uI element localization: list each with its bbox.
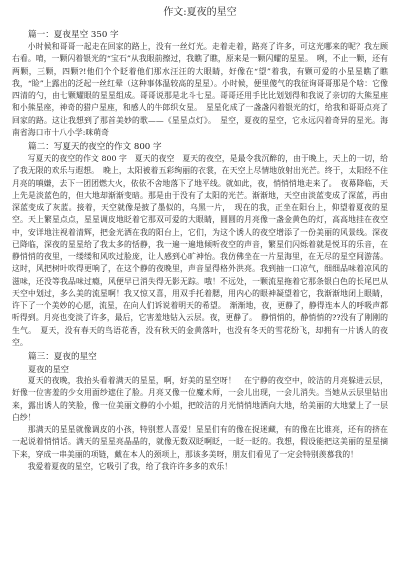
section-heading: 篇三：夏夜的星空 (28, 352, 97, 362)
section-heading: 篇一：夏夜星空 350 字 (28, 30, 119, 40)
section-paragraph: 夏天的夜晚，我抬头看着满天的星星，啊，好美的星空呀！ 在宁静的夜空中，皎洁的月亮躲进云层，好像一位害羞的少女用面纱遮住了脸。月亮又像一位魔术师，一会儿出现，一会儿消失。当她从云层里钻出来，露出诱人的笑脸，像一位美丽文静的小小姐，把皎洁的月光悄悄地洒向大地，给美丽的大地蒙上了一层白纱！ (12, 376, 388, 422)
essay-subtitle: 夏夜的星空 (28, 364, 69, 374)
section-paragraph: 我爱着夏夜的星空，它吸引了我，给了我许许多多的欢乐！ (27, 461, 233, 471)
section-paragraph: 那满天的星星就像调皮的小孩，特别惹人喜爱！星星们有的像在捉迷藏，有的像在比谁亮，还有的挤在一起说着悄悄话。满天的星星亮晶晶的，就像无数双眨啊眨，一眨一眨的。我想，假设能把这美丽的星星摘下来，穿成一串美丽的项链，戴在本人的颈项上，那该多美呀，朋友们看见了一定会特别羡慕我的！ (12, 425, 388, 459)
section-1 (12, 29, 388, 139)
document-title: 作文:夏夜的星空 (163, 7, 237, 18)
section-paragraph: 小时候和哥哥一起走在回家的路上，没有一丝灯光。走着走着，路亮了许多，可这光哪来的呢？我左顾右看。唷，一颗闪着银光的“宝石”从我眼前擦过，我瞧了瞧，原来是一颗闪耀的星星。 咧，不止一颗，还有两颗，三颗，四颗?!他们个个眨着他们那水汪汪的大眼睛，好像在“望”着我，有颗可爱的小星星瞧了瞧我，“睑”上露出的泛起一丝红晕（这种事体温较高的星星）。小时候，便里傻气的我征询哥哥那是个啥：它像四清的勺，由七颗耀眼的星星组成。哥哥说那是北斗七星。哥哥还用手比比划划得和我说了亲切的大熊星座和小熊星座，神奇的猎户星座，和感人的牛郎织女星。 星星化成了一盏盏闪着银光的灯，给我和哥哥点亮了回家的路。这让我想到了那首美妙的歌——《星星点灯》。 星空，夏夜的星空，它永远闪着奇异的星光。海南省海口市十八小学:咪萌奇 (12, 42, 388, 137)
section-3 (12, 351, 388, 473)
section-2 (12, 141, 388, 349)
section-heading: 篇二：写夏天的夜空的作文 800 字 (28, 142, 162, 152)
section-paragraph: 写夏天的夜空的作文 800 字 夏天的夜空 夏天的夜空，是最令我沉醉的，由于晚上，天上的一切，给了我无限的欢乐与遐想。 晚上，太阳被着五彩绚丽的衣裳，在天空上尽情地放射出光芒。终于，太阳经不住月亮的嗔嫌，去下一团团燃大火，依依不舍地落下了地平线。就如此，夜，悄悄悄地走来了。 夜幕降临，天上先是淡蓝色的，但大地却渐渐变暗。那是由于没有了太阳的光芒。渐渐地，天空由淡蓝变成了深蓝，再由深蓝变成了灰蓝。接着，天空就像是披了墨似的，乌黑一片， 现在的我，正坐在阳台上，仰望着夏夜的星空。天上繁星点点，星星调皮地眨着它那双可爱的大眼睛，圆圆的月亮像一盏金黄色的灯，高高地挂在夜空中，安详地注视着清辉，把金光洒在我的阳台上，它们，为这个诱人的夜空增添了一份美丽的风景线。深夜已降临，深夜的星星给了我太多的恬静，我一遍一遍地倾听夜空的声音，繁星们闪烁着就是悦耳的乐音，在静悄悄的夜里，一缕缕和风吹过脸庞，让人感到心旷神怡。我仿佛坐在一片星海里，在无尽的星空间游荡。这时，风把树叶吹得更响了，在这个静的夜晚里，声音显得格外洪亮。我到抽一口凉气，细细品味着凉风的滋味，还没等我品味过瘾，风便早已消失得无影无踪。哦！不远处，一颗流星拖着它那条银白色的长尾巴从天空中划过，多么美的流星啊！我又惊又喜，用双手托着腮，用内心的眼神凝望着它，我渐渐地闭上眼睛，许下了一个美妙的心愿，流星，在向人们诉说着明天的希望。 渐渐地，夜，更静了，静得连本人的呼吸声都听得到。月亮也变淡了许多，最后，它害羞地钻入云层。夜，更静了。 静悄悄的，静悄悄的??没有了刚刚的生气。 夏天，没有春天的鸟语花香，没有秋天的金黄落叶，也没有冬天的雪花纷飞，却拥有一片诱人的夜空。 (12, 154, 388, 347)
